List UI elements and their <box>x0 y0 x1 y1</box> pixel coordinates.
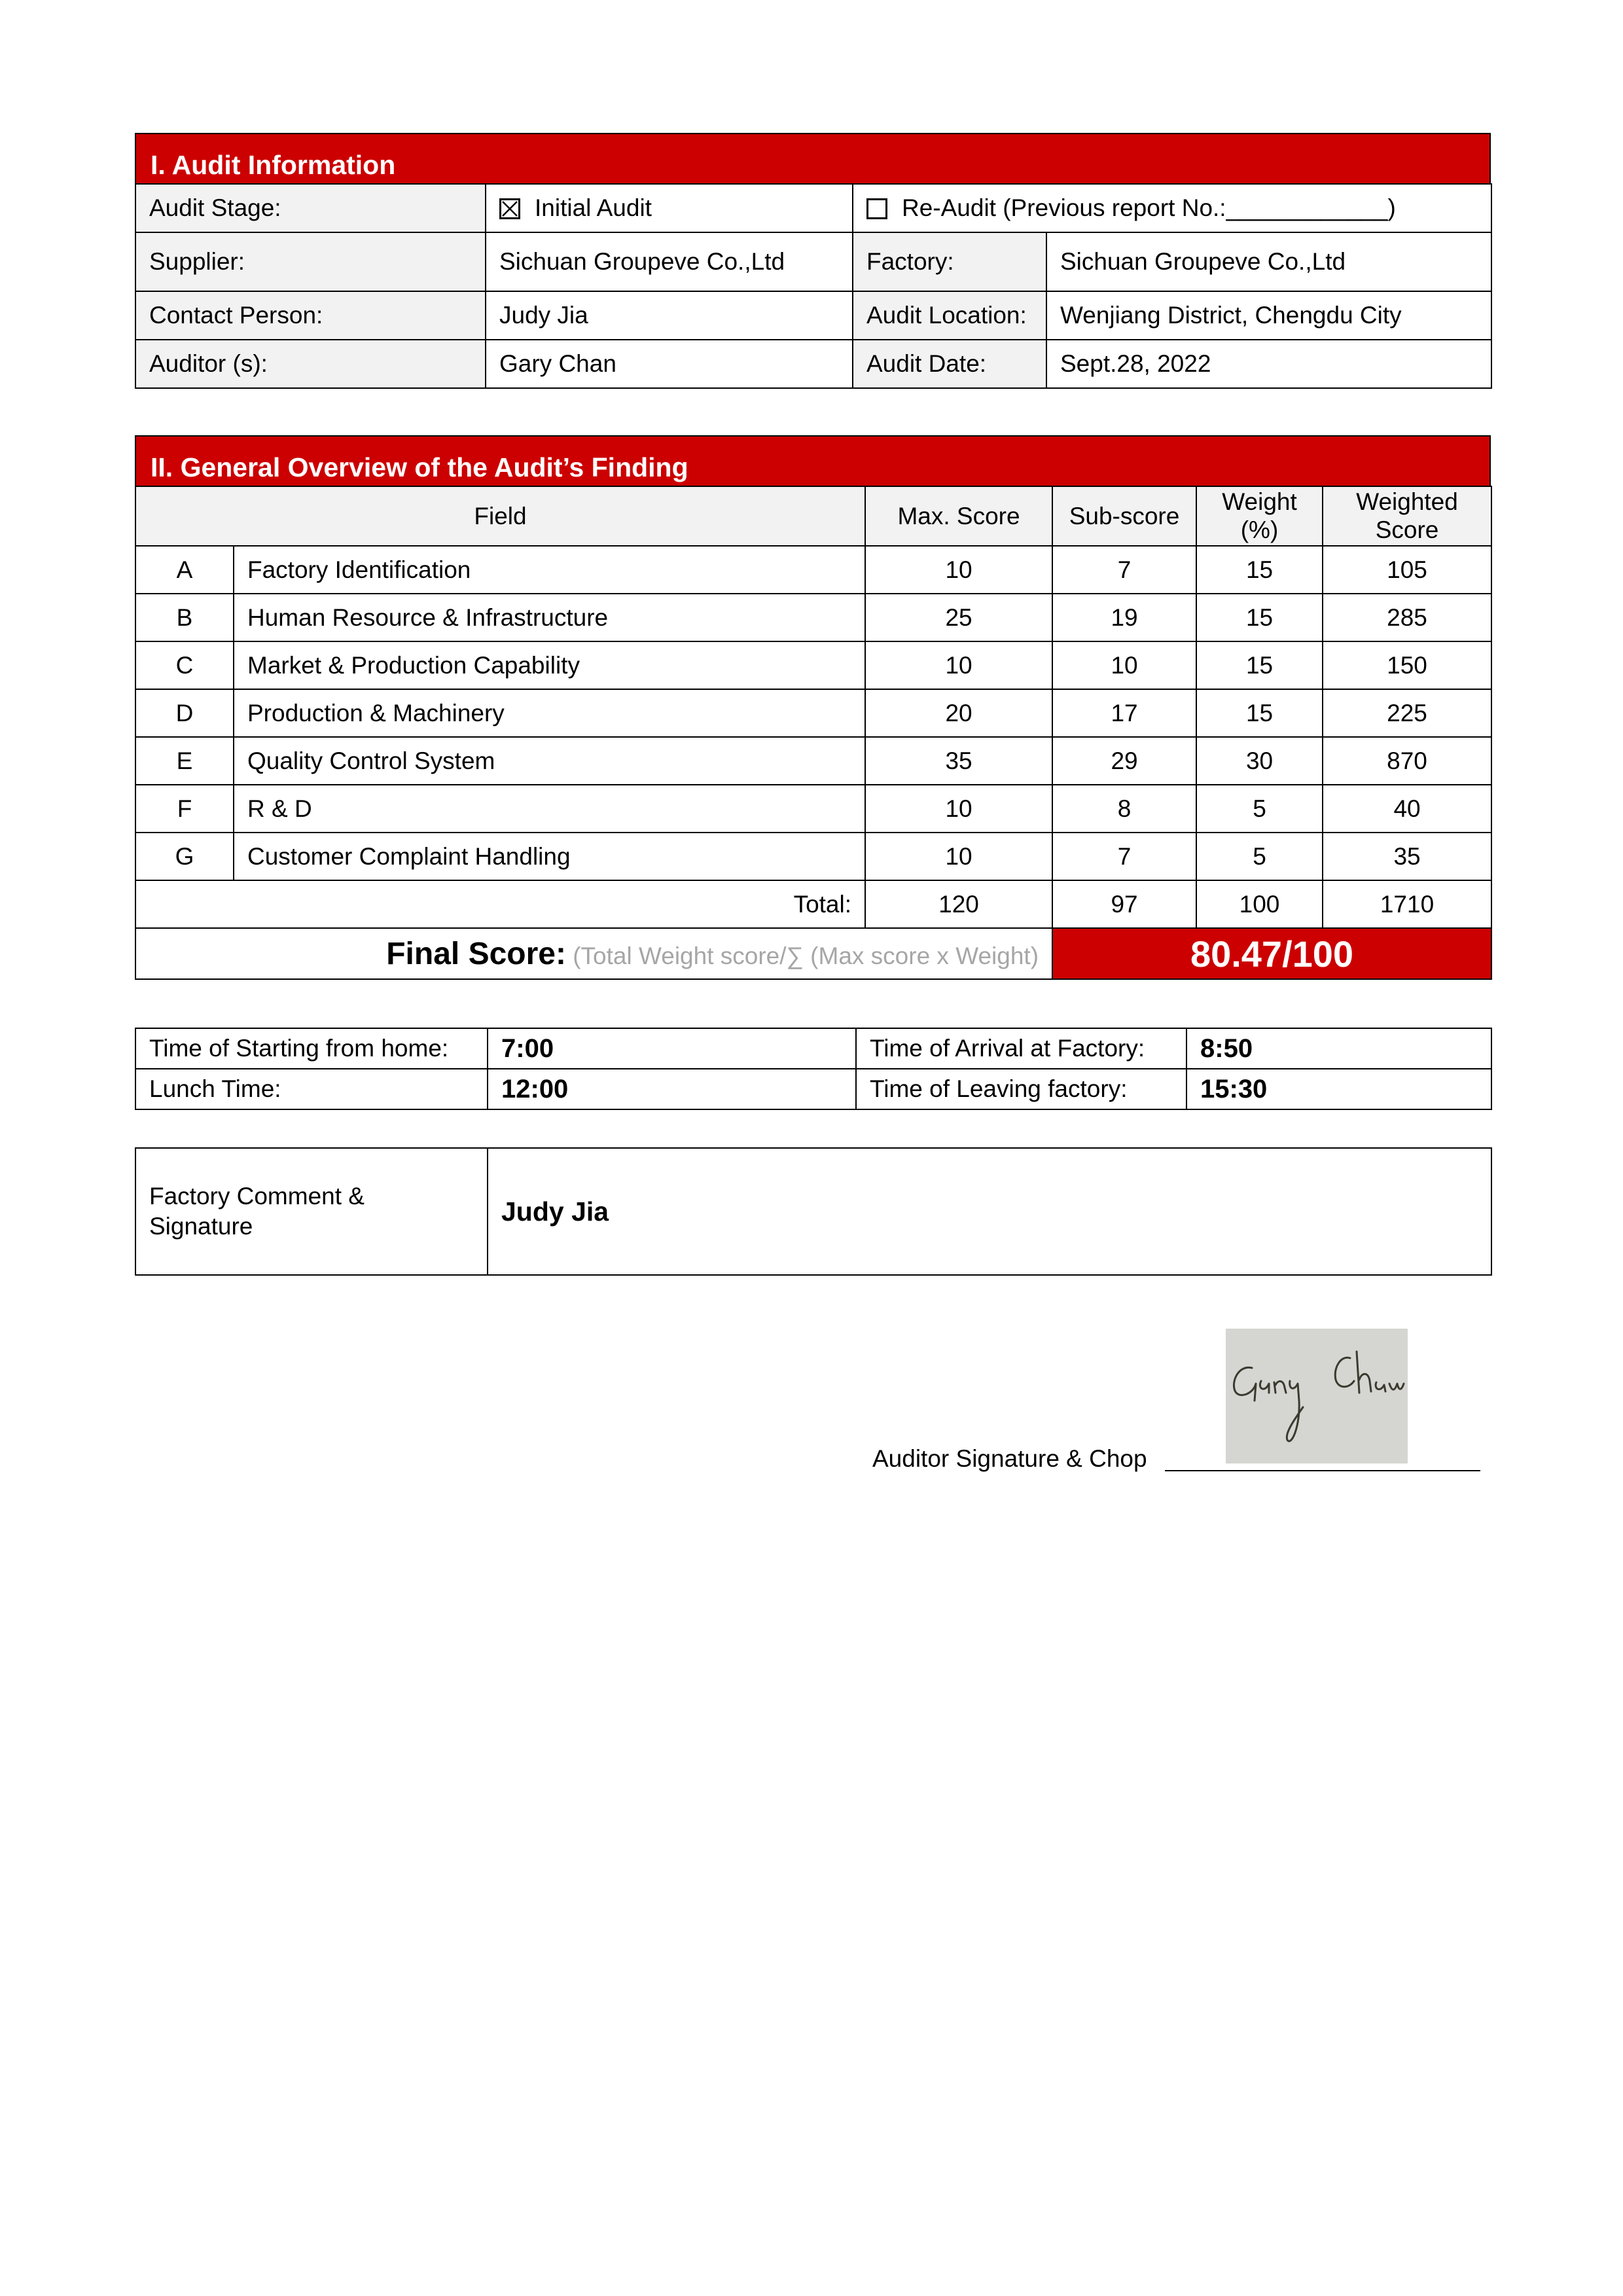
total-label: Total: <box>135 880 865 928</box>
row-max: 35 <box>865 737 1052 785</box>
factory-comment-row <box>135 1148 1491 1275</box>
handwritten-signature-graphic <box>1226 1329 1408 1463</box>
row-sub: 7 <box>1052 546 1196 594</box>
row-code: F <box>135 785 234 833</box>
contact-value: Judy Jia <box>486 291 853 340</box>
table-row <box>135 737 1491 785</box>
table-row <box>135 546 1491 594</box>
arrival-value: 8:50 <box>1186 1028 1491 1069</box>
table-row <box>135 833 1491 880</box>
checkbox-cross-icon <box>501 200 518 217</box>
row-weighted: 870 <box>1323 737 1491 785</box>
arrival-label: Time of Arrival at Factory: <box>856 1028 1186 1069</box>
row-weight: 5 <box>1196 785 1323 833</box>
contact-row <box>135 291 1491 340</box>
reaudit-label: Re-Audit (Previous report No.:____________) <box>902 194 1396 221</box>
header-weight-line2: (%) <box>1240 516 1279 543</box>
total-row <box>135 880 1491 928</box>
row-max: 10 <box>865 641 1052 689</box>
leaving-label: Time of Leaving factory: <box>856 1069 1186 1109</box>
row-field: Customer Complaint Handling <box>234 833 865 880</box>
final-score-value: 80.47/100 <box>1052 928 1491 979</box>
row-sub: 7 <box>1052 833 1196 880</box>
row-field: Human Resource & Infrastructure <box>234 594 865 641</box>
reaudit-checkbox[interactable] <box>866 198 887 219</box>
start-label: Time of Starting from home: <box>135 1028 488 1069</box>
signature-image <box>1226 1329 1408 1463</box>
factory-comment-table <box>135 1147 1492 1276</box>
row-field: Quality Control System <box>234 737 865 785</box>
row-sub: 29 <box>1052 737 1196 785</box>
row-field: Factory Identification <box>234 546 865 594</box>
table-row <box>135 785 1491 833</box>
total-weighted: 1710 <box>1323 880 1491 928</box>
row-field: R & D <box>234 785 865 833</box>
row-weight: 5 <box>1196 833 1323 880</box>
final-score-note: (Total Weight score/∑ (Max score x Weight) <box>573 942 1039 969</box>
factory-comment-value: Judy Jia <box>488 1148 1491 1275</box>
section2-title-bar <box>135 435 1491 487</box>
row-weight: 30 <box>1196 737 1323 785</box>
row-code: B <box>135 594 234 641</box>
row-sub: 19 <box>1052 594 1196 641</box>
row-code: G <box>135 833 234 880</box>
signature-line <box>1165 1470 1480 1471</box>
supplier-label: Supplier: <box>135 232 486 291</box>
times-row-2 <box>135 1069 1491 1109</box>
row-code: D <box>135 689 234 737</box>
auditor-label: Auditor (s): <box>135 340 486 388</box>
auditor-signature-label: Auditor Signature & Chop <box>872 1445 1147 1472</box>
initial-audit-checkbox[interactable] <box>499 198 520 219</box>
supplier-row <box>135 232 1491 291</box>
row-max: 20 <box>865 689 1052 737</box>
times-row-1 <box>135 1028 1491 1069</box>
row-max: 10 <box>865 833 1052 880</box>
header-weight <box>1196 486 1323 546</box>
row-weighted: 40 <box>1323 785 1491 833</box>
row-field: Market & Production Capability <box>234 641 865 689</box>
factory-label: Factory: <box>853 232 1046 291</box>
row-weight: 15 <box>1196 689 1323 737</box>
row-field: Production & Machinery <box>234 689 865 737</box>
auditor-value: Gary Chan <box>486 340 853 388</box>
header-sub-score: Sub-score <box>1052 486 1196 546</box>
reaudit-cell <box>853 184 1491 232</box>
row-weight: 15 <box>1196 594 1323 641</box>
supplier-value: Sichuan Groupeve Co.,Ltd <box>486 232 853 291</box>
audit-info-table <box>135 183 1492 389</box>
header-weighted-line1: Weighted <box>1356 488 1458 515</box>
factory-value: Sichuan Groupeve Co.,Ltd <box>1046 232 1491 291</box>
start-value: 7:00 <box>488 1028 856 1069</box>
auditor-row <box>135 340 1491 388</box>
section2-title: II. General Overview of the Audit’s Finding <box>151 452 688 482</box>
audit-stage-row <box>135 184 1491 232</box>
table-row <box>135 594 1491 641</box>
row-weighted: 150 <box>1323 641 1491 689</box>
initial-audit-cell <box>486 184 853 232</box>
row-code: A <box>135 546 234 594</box>
table-row <box>135 689 1491 737</box>
final-score-row <box>135 928 1491 979</box>
total-sub: 97 <box>1052 880 1196 928</box>
lunch-label: Lunch Time: <box>135 1069 488 1109</box>
contact-label: Contact Person: <box>135 291 486 340</box>
row-weighted: 105 <box>1323 546 1491 594</box>
row-sub: 10 <box>1052 641 1196 689</box>
section1-title: I. Audit Information <box>151 150 396 180</box>
audit-stage-label: Audit Stage: <box>135 184 486 232</box>
location-value: Wenjiang District, Chengdu City <box>1046 291 1491 340</box>
row-code: E <box>135 737 234 785</box>
row-max: 25 <box>865 594 1052 641</box>
total-weight: 100 <box>1196 880 1323 928</box>
row-sub: 17 <box>1052 689 1196 737</box>
findings-header-row <box>135 486 1491 546</box>
total-max: 120 <box>865 880 1052 928</box>
row-max: 10 <box>865 546 1052 594</box>
row-weighted: 225 <box>1323 689 1491 737</box>
section1-title-bar <box>135 133 1491 185</box>
date-label: Audit Date: <box>853 340 1046 388</box>
initial-audit-label: Initial Audit <box>535 194 652 221</box>
row-weighted: 285 <box>1323 594 1491 641</box>
row-weighted: 35 <box>1323 833 1491 880</box>
row-weight: 15 <box>1196 546 1323 594</box>
header-weight-line1: Weight <box>1222 488 1297 515</box>
final-score-label: Final Score: <box>386 936 566 971</box>
header-max-score: Max. Score <box>865 486 1052 546</box>
table-row <box>135 641 1491 689</box>
row-code: C <box>135 641 234 689</box>
row-max: 10 <box>865 785 1052 833</box>
lunch-value: 12:00 <box>488 1069 856 1109</box>
times-table <box>135 1028 1492 1110</box>
header-weighted-score <box>1323 486 1491 546</box>
header-field: Field <box>135 486 865 546</box>
date-value: Sept.28, 2022 <box>1046 340 1491 388</box>
final-score-label-cell <box>135 928 1052 979</box>
leaving-value: 15:30 <box>1186 1069 1491 1109</box>
findings-table <box>135 486 1492 980</box>
location-label: Audit Location: <box>853 291 1046 340</box>
header-weighted-line2: Score <box>1375 516 1439 543</box>
row-sub: 8 <box>1052 785 1196 833</box>
factory-comment-label: Factory Comment & Signature <box>135 1148 488 1275</box>
row-weight: 15 <box>1196 641 1323 689</box>
